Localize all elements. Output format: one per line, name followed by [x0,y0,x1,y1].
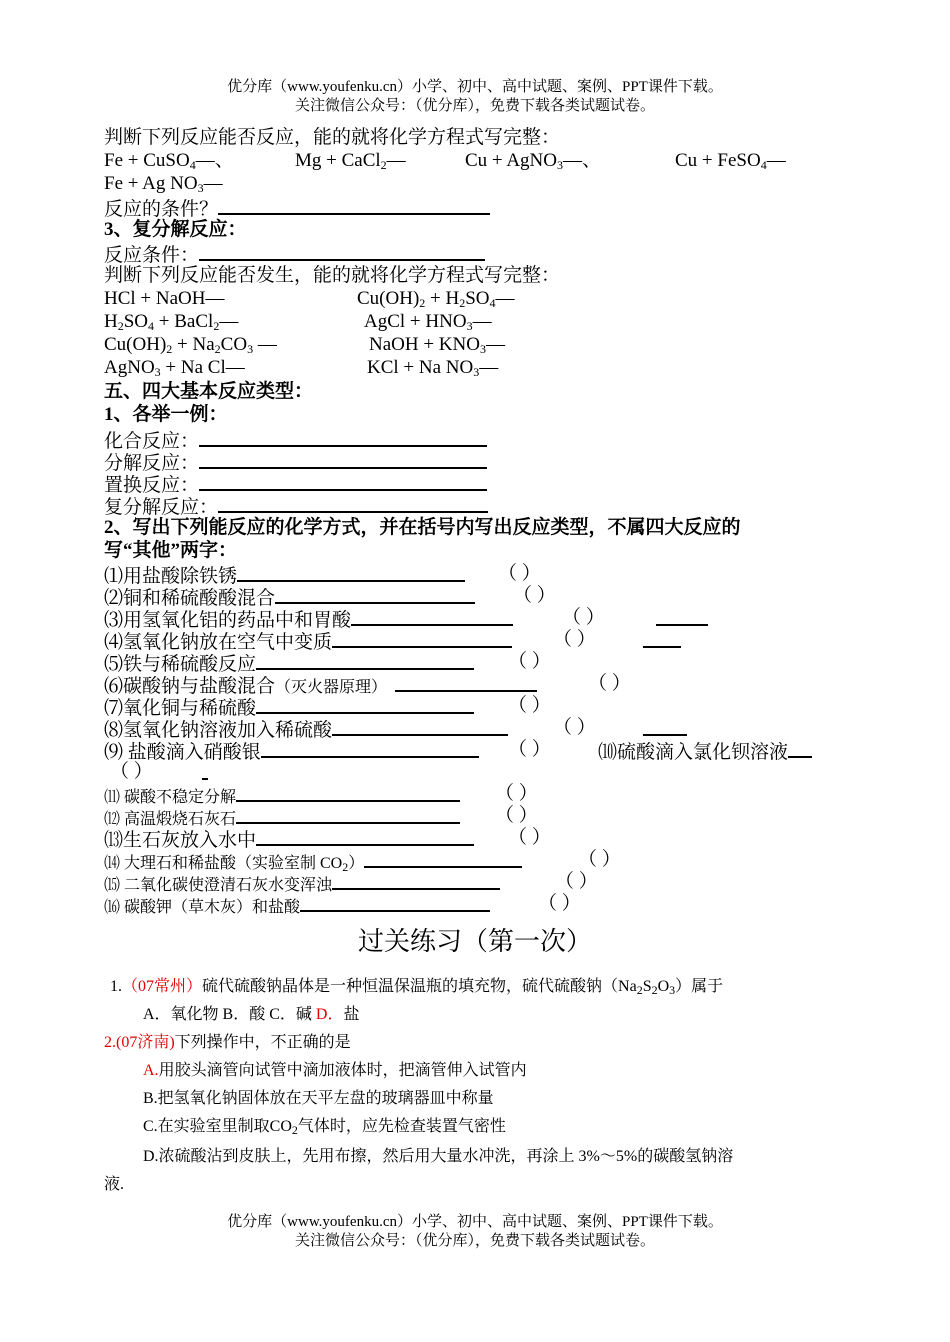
question-text: ⑺氧化铜与稀硫酸 [104,698,257,719]
equation-h2so4-bacl2-sub: 2 [117,319,124,333]
reaction-type-paren[interactable]: （ ） [553,629,596,650]
question-text: O [657,978,670,995]
question-text: ⑸铁与稀硫酸反应 [104,654,257,675]
question-source: 2.(07济南) [104,1034,175,1051]
answer-blank[interactable] [395,672,537,692]
answer-blank[interactable] [256,650,474,670]
question-text: ⒂ 二氧化碳使澄清石灰水变浑浊 [104,877,333,894]
question-text: 下列操作中，不正确的是 [174,1034,351,1051]
practice-question-2-option-b: B.把氢氧化钠固体放在天平左盘的玻璃器皿中称量 [143,1090,494,1107]
equation-cuoh2-h2so4-part: Cu(OH) [357,288,420,309]
answer-blank[interactable] [202,760,208,780]
answer-blank[interactable] [236,782,460,802]
question-text: ⒁ 大理石和稀盐酸（实验室制 CO [104,855,343,872]
answer-blank[interactable] [261,738,479,758]
equation-cuoh2-h2so4-part: SO [465,288,490,309]
four-types-sub1: 1、各举一例： [104,404,228,425]
equation-kcl-nano3-part: KCl + Na NO [367,357,474,378]
equation-hcl-naoh: HCl + NaOH— [104,288,225,309]
equation-fe-cuso4 [104,149,234,172]
four-types-heading: 五、四大基本反应类型： [104,381,314,402]
equation-cuoh2-h2so4 [357,287,515,310]
practice-question-2 [104,1031,351,1054]
answer-blank[interactable] [300,892,490,912]
reaction-type-paren[interactable]: （ ） [508,651,551,672]
header-line-1: 优分库（www.youfenku.cn）小学、初中、高中试题、案例、PPT课件下载。 [227,79,723,95]
answer-blank[interactable] [199,427,487,447]
double-intro: 判断下列反应能否发生，能的就将化学方程式写完整： [104,265,561,286]
option-text: 用胶头滴管向试管中滴加液体时，把滴管伸入试管内 [158,1062,527,1079]
equation-agno3-nacl [104,356,245,379]
equation-cuoh2-h2so4-part: + H [425,288,460,309]
reaction-type-paren[interactable]: （ ） [498,563,541,584]
reaction-type-paren[interactable]: （ ） [508,827,551,848]
equation-naoh-kno3-part: NaOH + KNO [369,334,480,355]
equation-fe-agno3-pre: Fe + Ag NO [104,173,198,194]
reaction-type-paren[interactable]: （ ） [513,585,556,606]
answer-blank[interactable] [256,694,474,714]
question-text-sub: 2 [651,983,658,997]
question-text: ⑻氢氧化钠溶液加入稀硫酸 [104,720,333,741]
question-text: ） [348,855,365,872]
equation-agcl-hno3-sub: 3 [466,319,473,333]
equation-cu-feso4-pre: Cu + FeSO [675,150,761,171]
equation-h2so4-bacl2 [104,310,238,333]
replacement-condition-label: 反应的条件？ [104,199,219,220]
answer-blank[interactable] [656,606,708,626]
equation-cuoh2-na2co3-sub: 3 [247,342,254,356]
question-text-sub: 2 [342,860,349,874]
question-text: ⑷氢氧化钠放在空气中变质 [104,632,333,653]
practice-question-1 [110,975,723,998]
type-label: 分解反应： [104,453,200,474]
question-text: 硫代硫酸钠晶体是一种恒温保温瓶的填充物，硫代硫酸钠（Na [202,978,637,995]
equation-naoh-kno3-part: — [485,334,505,355]
replacement-intro: 判断下列反应能否反应，能的就将化学方程式写完整： [104,127,561,148]
question-text: ⑽硫酸滴入氯化钡溶液 [598,742,789,763]
question-text: ）属于 [675,978,724,995]
answer-blank[interactable] [788,738,812,758]
answer-blank[interactable] [643,628,681,648]
equation-h2so4-bacl2-part: + BaCl [154,311,214,332]
header-line-2: 关注微信公众号：（优分库），免费下载各类试题试卷。 [294,98,655,114]
question-text: ⑼ 盐酸滴入硝酸银 [104,742,261,763]
reaction-type-paren[interactable]: （ ） [110,761,153,782]
option-text: C.在实验室里制取CO [143,1118,292,1135]
equation-mg-cacl2-sub: 2 [380,158,387,172]
equation-h2so4-bacl2-sub: 4 [148,319,155,333]
equation-cuoh2-na2co3-sub: 2 [214,342,221,356]
equation-cuoh2-na2co3-part: CO [220,334,248,355]
answer-blank[interactable] [199,471,487,491]
reaction-type-paren[interactable]: （ ） [578,849,621,870]
equation-cuoh2-na2co3-sub: 2 [166,342,173,356]
answer-blank[interactable] [332,628,512,648]
question-16 [104,892,490,919]
reaction-type-paren[interactable]: （ ） [555,871,598,892]
equation-cuoh2-na2co3-part: — [253,334,277,355]
equation-fe-cuso4-post: —、 [195,150,234,171]
equation-naoh-kno3 [369,333,505,356]
answer-blank[interactable] [275,584,475,604]
question-text-sub: 2 [636,983,643,997]
answer-blank[interactable] [351,606,513,626]
practice-question-1-options [143,1003,359,1026]
equation-fe-agno3-post: — [203,173,223,194]
answer-blank[interactable] [218,493,488,513]
question-source: （07常州） [122,978,203,995]
equation-fe-cuso4-sub: 4 [189,158,196,172]
equation-kcl-nano3-sub: 3 [473,365,480,379]
footer-line-1: 优分库（www.youfenku.cn）小学、初中、高中试题、案例、PPT课件下载。 [227,1214,723,1230]
question-text: ⒀生石灰放入水中 [104,830,257,851]
reaction-type-paren[interactable]: （ ） [553,717,596,738]
type-label: 复分解反应： [104,497,219,518]
equation-cu-feso4-sub: 4 [760,158,767,172]
option-d-letter: D． [315,1006,344,1023]
reaction-type-paren[interactable]: （ ） [495,805,538,826]
reaction-type-paren[interactable]: （ ） [562,607,605,628]
question-9 [104,738,479,764]
option-text-sub: 2 [291,1123,298,1137]
equation-cu-feso4 [675,149,786,172]
equation-mg-cacl2-pre: Mg + CaCl [295,150,381,171]
question-10 [598,738,812,764]
answer-blank[interactable] [256,826,474,846]
equation-h2so4-bacl2-part: — [219,311,239,332]
question-text: ⒃ 碳酸钾（草木灰）和盐酸 [104,899,301,916]
equation-agcl-hno3-part: — [472,311,492,332]
equation-kcl-nano3-part: — [479,357,499,378]
option-text: 气体时，应先检查装置气密性 [297,1118,506,1135]
reaction-type-paren[interactable]: （ ） [588,673,631,694]
option-d-text: 盐 [343,1006,360,1023]
equation-h2so4-bacl2-part: SO [123,311,149,332]
equation-fe-agno3-sub: 3 [197,181,204,195]
answer-blank[interactable] [643,716,687,736]
question-text: ⑵铜和稀硫酸酸混合 [104,588,276,609]
question-text-sub: 3 [669,983,676,997]
question-text: S [642,978,652,995]
equation-cu-agno3-sub: 3 [557,158,564,172]
equation-agcl-hno3-part: AgCl + HNO [364,311,467,332]
equation-mg-cacl2 [295,149,406,172]
equation-agno3-nacl-part: AgNO [104,357,155,378]
equation-h2so4-bacl2-sub: 2 [213,319,220,333]
equation-mg-cacl2-post: — [386,150,406,171]
equation-agno3-nacl-part: + Na Cl— [160,357,245,378]
answer-blank[interactable] [332,870,500,890]
reaction-type-paren[interactable]: （ ） [508,739,551,760]
equation-cu-agno3-pre: Cu + AgNO [465,150,558,171]
footer-line-2: 关注微信公众号：（优分库），免费下载各类试题试卷。 [294,1233,655,1249]
equation-cuoh2-na2co3-part: Cu(OH) [104,334,167,355]
equation-cuoh2-h2so4-sub: 2 [419,296,426,310]
practice-question-2-option-d-cont: 液. [104,1176,125,1193]
question-note: （灭火器原理） [275,679,388,696]
answer-blank[interactable] [199,241,485,261]
equation-cu-agno3-post: —、 [563,150,602,171]
question-text: ⑶用氢氧化铝的药品中和胃酸 [104,610,352,631]
equation-cuoh2-h2so4-sub: 2 [459,296,466,310]
practice-question-2-option-c [143,1115,506,1138]
equation-agcl-hno3 [364,310,492,333]
question-text: ⑹碳酸钠与盐酸混合 [104,676,276,697]
equation-cu-agno3 [465,149,601,172]
practice-question-2-option-a [143,1059,527,1082]
reaction-type-paren[interactable]: （ ） [538,893,581,914]
equation-cuoh2-h2so4-part: — [495,288,515,309]
answer-blank[interactable] [237,562,465,582]
four-types-sub2-line2: 写“其他”两字： [104,540,238,561]
equation-fe-cuso4-pre: Fe + CuSO [104,150,190,171]
answer-blank[interactable] [236,804,460,824]
equation-cuoh2-na2co3-part: + Na [172,334,215,355]
double-decomposition-heading: 3、复分解反应： [104,219,247,240]
answer-blank[interactable] [218,195,490,215]
type-label: 置换反应： [104,475,200,496]
option-letter: A. [143,1062,159,1079]
reaction-type-paren[interactable]: （ ） [508,695,551,716]
equation-agno3-nacl-sub: 3 [154,365,161,379]
equation-cuoh2-na2co3 [104,333,277,356]
four-types-sub2-line1: 2、写出下列能反应的化学方式，并在括号内写出反应类型，不属四大反应的 [104,517,741,538]
equation-kcl-nano3 [367,356,498,379]
options-text: A．氧化物 B．酸 C．碱 [143,1006,316,1023]
equation-naoh-kno3-sub: 3 [479,342,486,356]
reaction-type-paren[interactable]: （ ） [495,783,538,804]
answer-blank[interactable] [364,848,522,868]
answer-blank[interactable] [199,449,487,469]
equation-fe-agno3 [104,172,223,195]
question-text: ⑴用盐酸除铁锈 [104,566,238,587]
answer-blank[interactable] [332,716,508,736]
question-text: ⑿ 高温煅烧石灰石 [104,811,237,828]
practice-question-2-option-d: D.浓硫酸沾到皮肤上，先用布擦，然后用大量水冲洗，再涂上 3%～5%的碳酸氢钠溶 [143,1148,734,1165]
type-label: 化合反应： [104,431,200,452]
question-text: ⑾ 碳酸不稳定分解 [104,789,237,806]
question-number: 1. [110,978,122,995]
double-condition-label: 反应条件： [104,245,200,266]
equation-cuoh2-h2so4-sub: 4 [489,296,496,310]
equation-h2so4-bacl2-part: H [104,311,118,332]
equation-cu-feso4-post: — [766,150,786,171]
practice-title: 过关练习（第一次） [357,927,592,956]
